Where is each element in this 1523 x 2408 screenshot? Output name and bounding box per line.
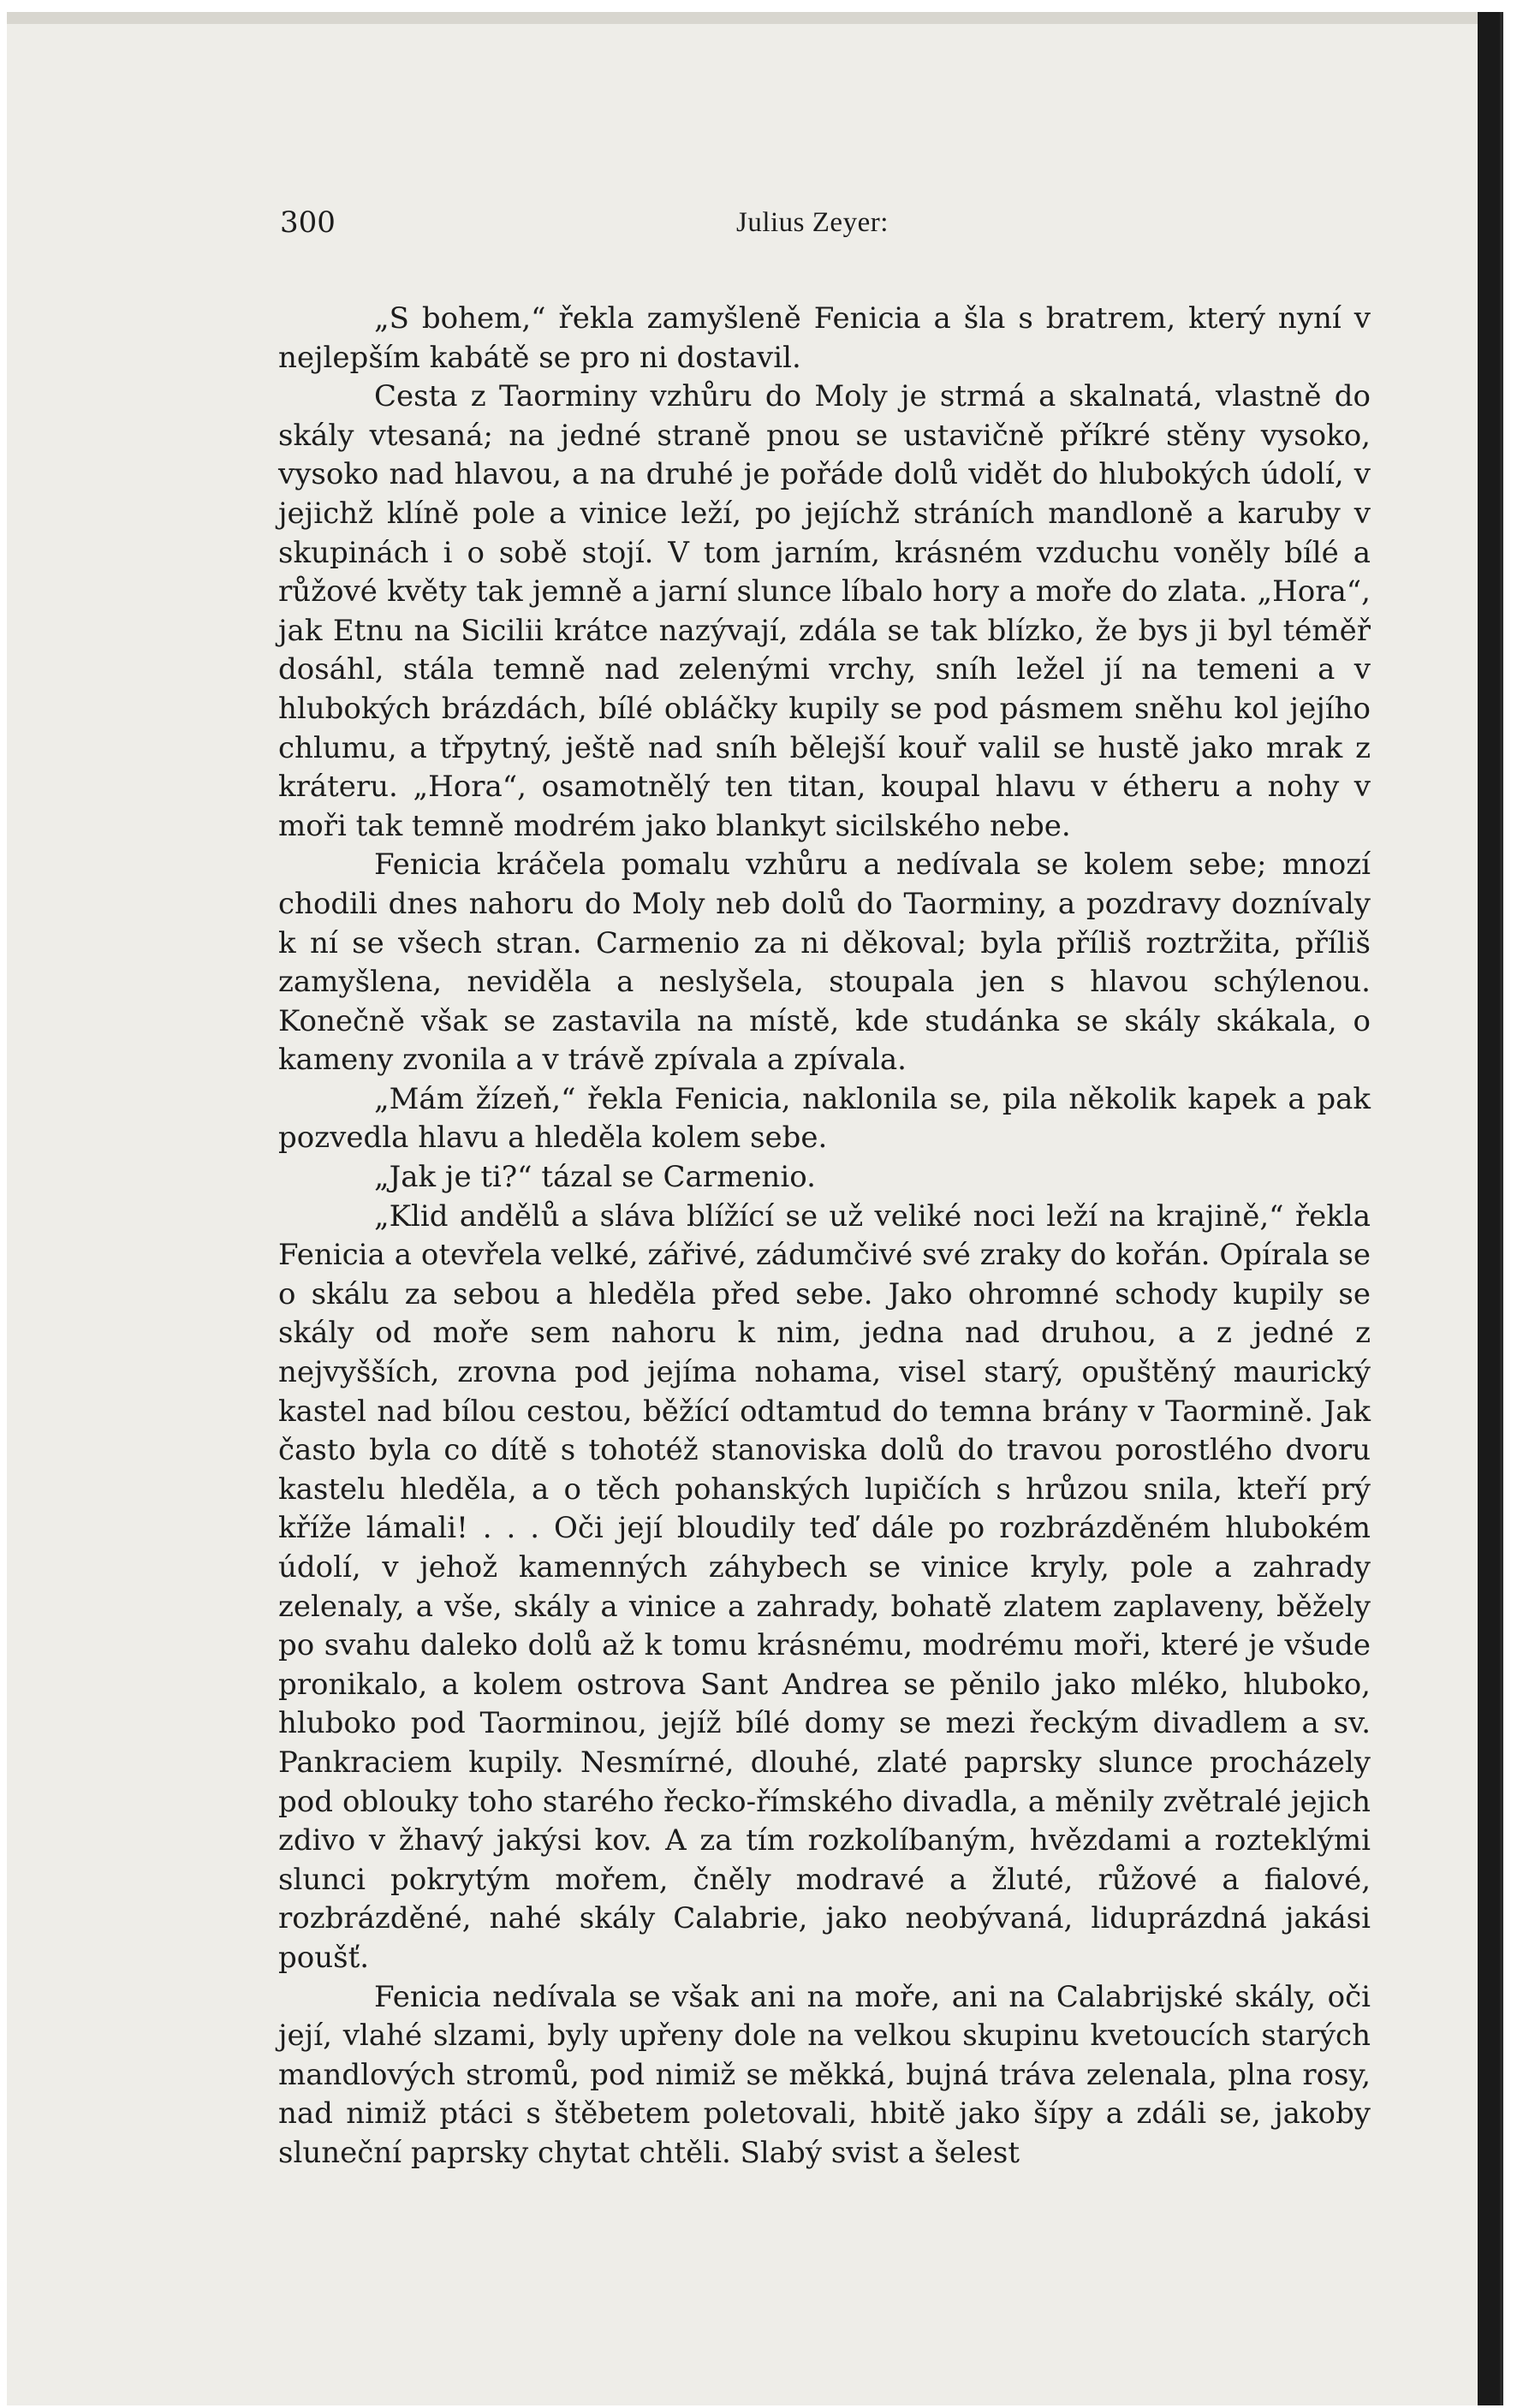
paragraph: Cesta z Taorminy vzhůru do Moly je strmá a skalnatá, vlastně do skály vtesaná; na jedné straně pnou se ustavičně příkré stěny vysoko, vysoko nad hlavou, a na druhé je pořáde dolů vidět do hlubokých údolí, v jejichž klíně pole a vinice leží, po jejíchž stráních mandloně a karuby v skupinách i o sobě stojí. V tom jarním, krásném vzduchu voněly bílé a růžové květy tak jemně a jarní slunce líbalo hory a moře do zlata. „Hora“, jak Etnu na Sicilii krátce nazývají, zdála se tak blízko, že bys ji byl téměř dosáhl, stála temně nad zelenými vrchy, sníh ležel jí na temeni a v hlubokých brázdách, bílé obláčky kupily se pod pásmem sněhu kol jejího chlumu, a třpytný, ještě nad sníh bělejší kouř valil se hustě jako mrak z kráteru. „Hora“, osamotnělý ten titan, koupal hlavu v étheru a nohy v moři tak temně modrém jako blankyt sicilského nebe.: [278, 379, 1371, 843]
paragraph: „Klid andělů a sláva blížící se už veliké noci leží na krajině,“ řekla Fenicia a otevřela velké, zářivé, zádumčivé své zraky do kořán. Opírala se o skálu za sebou a hleděla před sebe. Jako ohromné schody kupily se skály od moře sem nahoru k nim, jedna nad druhou, a z jedné z nejvyšších, zrovna pod jejíma nohama, visel starý, opuštěný maurický kastel nad bílou cestou, běžící odtamtud do temna brány v Taormině. Jak často byla co dítě s tohotéž stanoviska dolů do travou porostlého dvoru kastelu hleděla, a o těch pohanských lupičích s hrůzou snila, kteří prý kříže lámali! . . . Oči její bloudily teď dále po rozbrázděném hlubokém údolí, v jehož kamenných záhybech se vinice kryly, pole a zahrady zelenaly, a vše, skály a vinice a zahrady, bohatě zlatem zaplaveny, běžely po svahu daleko dolů až k tomu krásnému, modrému moři, které je všude pronikalo, a kolem ostrova Sant Andrea se pěnilo jako mléko, hluboko, hluboko pod Taorminou, jejíž bílé domy se mezi řeckým divadlem a sv. Pankraciem kupily. Nesmírné, dlouhé, zlaté paprsky slunce procházely pod oblouky toho starého řecko-římského divadla, a měnily zvětralé jejich zdivo v žhavý jakýsi kov. A za tím rozkolíbaným, hvězdami a rozteklými slunci pokrytým mořem, čněly modravé a žluté, růžové a fialové, rozbrázděné, nahé skály Calabrie, jako neobývaná, liduprázdná jakási poušť.: [278, 1198, 1371, 1975]
page-content: [278, 197, 1371, 2173]
page-header: [278, 197, 1371, 248]
body-text: [278, 300, 1371, 2173]
page-right-edge: [1478, 12, 1500, 2405]
paragraph: Fenicia nedívala se však ani na moře, ani na Calabrijské skály, oči její, vlahé slzami, byly upřeny dole na velkou skupinu kvetoucích starých mandlových stromů, pod nimiž se měkká, bujná tráva zelenala, plna rosy, nad nimiž ptáci s štěbetem poletovali, hbitě jako šípy a zdáli se, jakoby sluneční paprsky chytat chtěli. Slabý svist a šelest: [278, 1979, 1371, 2170]
running-head: Julius Zeyer:: [736, 207, 889, 238]
page-number: 300: [280, 205, 336, 240]
paragraph: „S bohem,“ řekla zamyšleně Fenicia a šla s bratrem, který nyní v nejlepším kabátě se pro ni dostavil.: [278, 301, 1371, 375]
paragraph: „Mám žízeň,“ řekla Fenicia, naklonila se, pila několik kapek a pak pozvedla hlavu a hleděla kolem sebe.: [278, 1081, 1371, 1156]
paragraph: „Jak je ti?“ tázal se Carmenio.: [374, 1160, 816, 1195]
paragraph: Fenicia kráčela pomalu vzhůru a nedívala se kolem sebe; mnozí chodili dnes nahoru do Moly neb dolů do Taorminy, a pozdravy doznívaly k ní se všech stran. Carmenio za ni děkoval; byla příliš roztržita, příliš zamyšlena, neviděla a neslyšela, stoupala jen s hlavou schýlenou. Konečně však se zastavila na místě, kde studánka se skály skákala, o kameny zvonila a v trávě zpívala a zpívala.: [278, 847, 1371, 1078]
page-top-edge: [7, 12, 1500, 24]
